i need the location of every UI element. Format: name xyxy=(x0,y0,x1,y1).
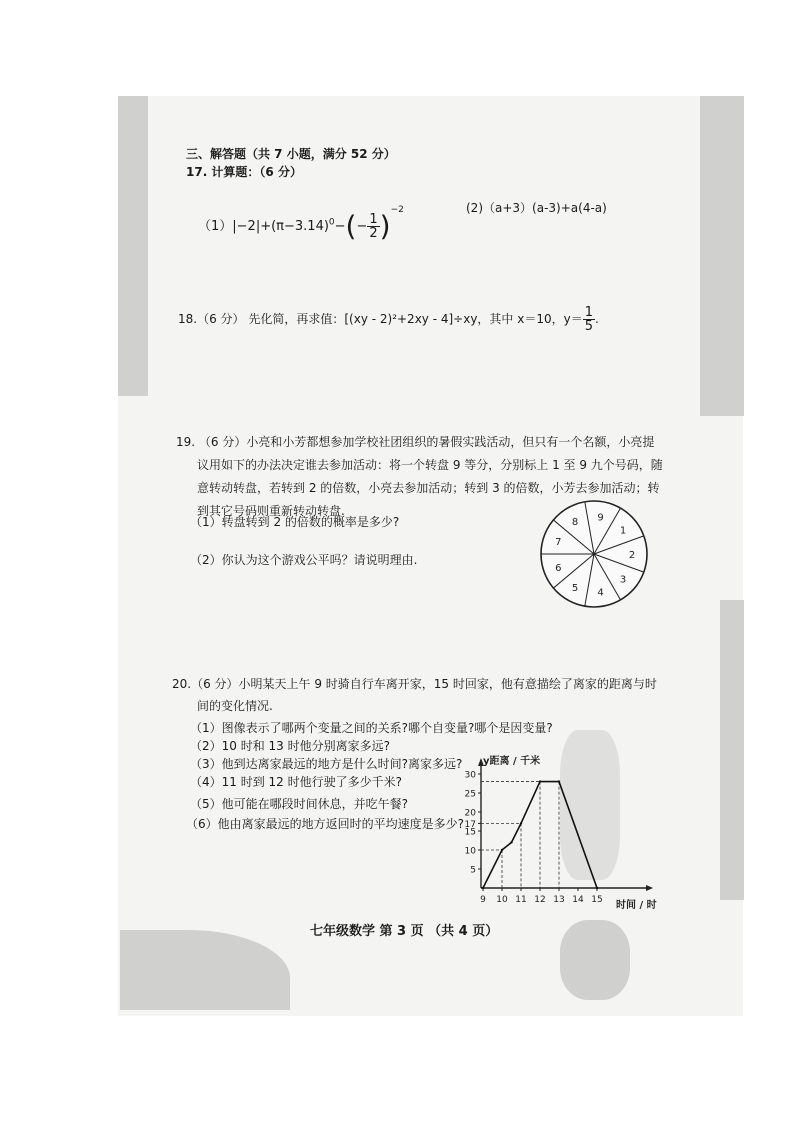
q19-line4: 到其它号码则重新转动转盘. xyxy=(197,504,345,518)
y-tick-label: 15 xyxy=(464,827,476,838)
q18-end: . xyxy=(595,312,599,326)
x-tick-label: 9 xyxy=(480,895,486,905)
q18-text: 18.（6 分） 先化简，再求值：[(xy - 2)²+2xy - 4]÷xy，其中 x＝10，y＝ xyxy=(178,312,583,326)
q17-frac-num: 1 xyxy=(369,212,378,227)
data-point xyxy=(501,849,503,851)
q17-part1-exp-zero: 0 xyxy=(328,217,335,228)
q20-sub5: （5）他可能在哪段时间休息，并吃午餐? xyxy=(190,797,409,811)
q20-sub2: （2）10 时和 13 时他分别离家多远? xyxy=(190,739,390,753)
spinner-number: 8 xyxy=(571,517,579,529)
y-tick-label: 17 xyxy=(464,819,476,830)
scan-shadow-right-lower xyxy=(720,600,744,900)
y-tick-label: 5 xyxy=(470,865,476,876)
q17-part1-fraction xyxy=(367,213,379,240)
q17-part1-inner-minus: − xyxy=(356,219,368,234)
x-axis-arrow xyxy=(646,885,653,891)
spinner-number: 7 xyxy=(555,537,562,549)
spinner-diagram xyxy=(538,498,650,610)
scan-shadow-bottom-right xyxy=(560,920,630,1000)
q19-line1: 19. （6 分）小亮和小芳都想参加学校社团组织的暑假实践活动，但只有一个名额，小亮提 xyxy=(176,435,655,449)
y-tick-label: 20 xyxy=(464,808,476,819)
data-point xyxy=(558,780,560,782)
q20-sub3: （3）他到达离家最远的地方是什么时间?离家多远? xyxy=(190,757,463,771)
q17-part1-label: （1） xyxy=(198,219,233,234)
data-point xyxy=(539,780,541,782)
section-heading: 三、解答题（共 7 小题，满分 52 分） xyxy=(186,147,396,161)
q17-part2: (2)（a+3）(a-3)+a(4-a) xyxy=(466,201,607,215)
q17-title: 17. 计算题：（6 分） xyxy=(186,165,302,179)
q18-frac-den: 5 xyxy=(584,319,593,334)
scan-shadow-right xyxy=(700,96,744,416)
data-point xyxy=(510,841,512,843)
y-axis-label: y距离 / 千米 xyxy=(483,756,541,767)
q20-line2: 间的变化情况. xyxy=(197,699,273,713)
x-tick-label: 10 xyxy=(496,895,508,905)
distance-time-graph xyxy=(456,748,666,918)
spinner-number: 5 xyxy=(571,582,579,594)
q19-sub1: （1）转盘转到 2 的倍数的概率是多少? xyxy=(190,515,400,529)
spinner-number: 3 xyxy=(619,574,627,586)
q20-sub4: （4）11 时到 12 时他行驶了多少千米? xyxy=(190,775,402,789)
q17-frac-den: 2 xyxy=(369,226,378,241)
x-tick-label: 14 xyxy=(572,895,584,905)
x-axis-label: 时间 / 时 xyxy=(616,900,657,911)
q20-line1: 20.（6 分）小明某天上午 9 时骑自行车离开家，15 时回家，他有意描绘了离家的距离与时 xyxy=(172,677,657,691)
q18-frac-num: 1 xyxy=(584,305,593,320)
data-point xyxy=(482,887,484,889)
spinner-number: 6 xyxy=(555,562,562,574)
q17-part1-exp: −2 xyxy=(390,205,404,215)
page-footer: 七年级数学 第 3 页 （共 4 页） xyxy=(310,924,499,939)
data-point xyxy=(520,822,522,824)
x-tick-label: 13 xyxy=(553,895,565,905)
q17-part1: $(1)|-2|+(\pi-3.14)^0-(-$ $\frac{1}{2}$ )$^{-2}$ xyxy=(198,205,404,243)
spinner-number: 1 xyxy=(619,525,627,537)
y-tick-label: 25 xyxy=(464,789,476,800)
x-tick-label: 15 xyxy=(591,895,603,905)
q17-part1-expr: |−2|+(π−3.14) xyxy=(232,219,329,234)
spinner-number: 2 xyxy=(628,550,636,561)
data-point xyxy=(596,887,598,889)
y-tick-label: 10 xyxy=(464,846,476,857)
y-tick-label: 30 xyxy=(464,770,476,781)
q20-sub1: （1）图像表示了哪两个变量之间的关系?哪个自变量?哪个是因变量? xyxy=(190,721,553,735)
spinner-number: 9 xyxy=(597,512,604,524)
q19-sub2: （2）你认为这个游戏公平吗？请说明理由. xyxy=(190,553,418,567)
q17-part1-minus: − xyxy=(334,219,346,234)
q19-line3: 意转动转盘，若转到 2 的倍数，小亮去参加活动；转到 3 的倍数，小芳去参加活动；转 xyxy=(197,481,660,495)
x-tick-label: 11 xyxy=(515,895,527,905)
q20-sub6: （6）他由离家最远的地方返回时的平均速度是多少? xyxy=(186,817,465,831)
x-tick-label: 12 xyxy=(534,895,546,905)
q18 xyxy=(178,302,599,336)
q18-fraction xyxy=(583,306,595,333)
spinner-number: 4 xyxy=(597,587,604,599)
q19-line2: 议用如下的办法决定谁去参加活动：将一个转盘 9 等分，分别标上 1 至 9 九个号码，随 xyxy=(197,458,663,472)
scan-shadow-left xyxy=(118,96,148,396)
